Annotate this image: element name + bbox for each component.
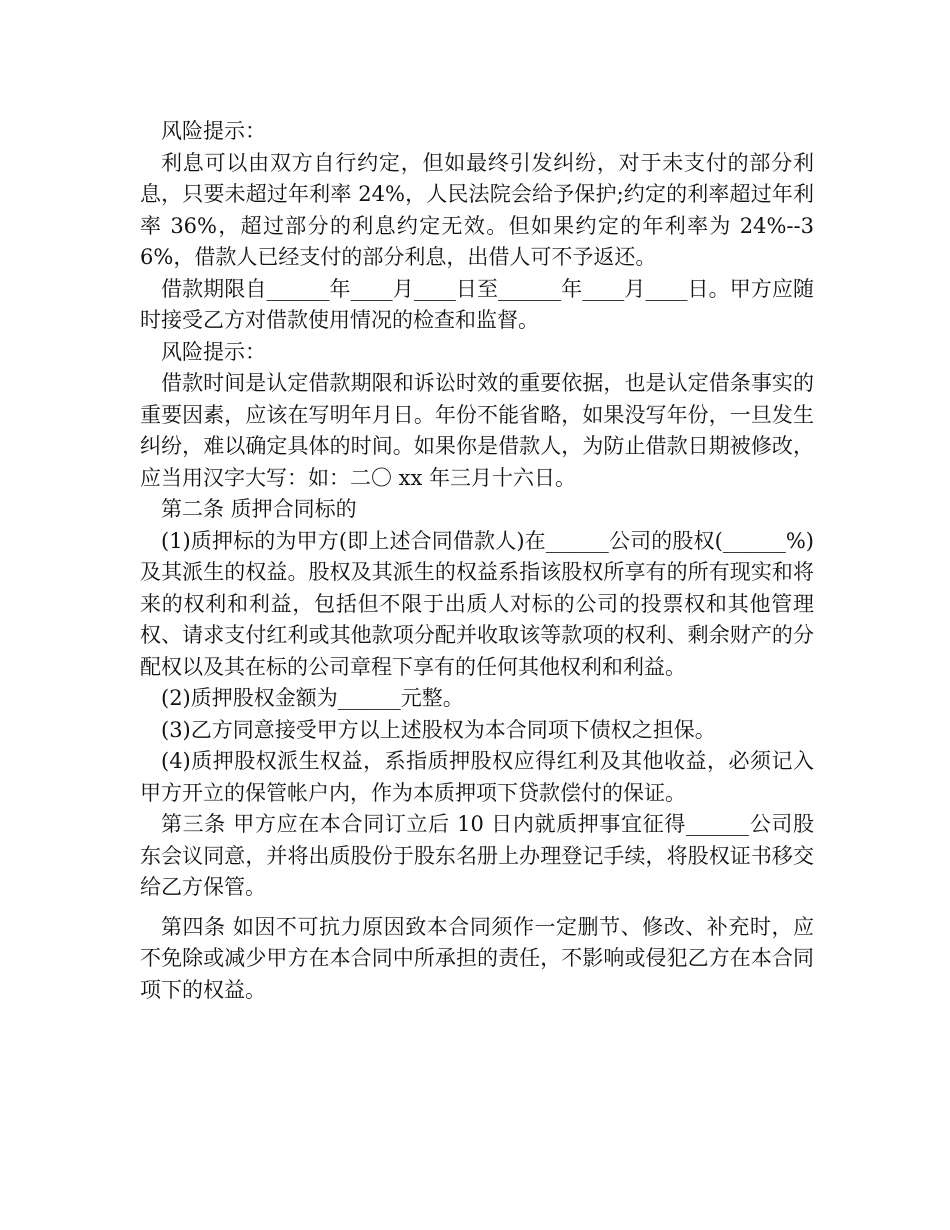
- article-three-clause: 第三条 甲方应在本合同订立后 10 日内就质押事宜征得______公司股东会议同意，并将出质股份于股东名册上办理登记手续，将股权证书移交给乙方保管。: [140, 812, 814, 899]
- pledge-acceptance-clause: (3)乙方同意接受甲方以上述股权为本合同项下债权之担保。: [161, 717, 716, 742]
- document-body: [140, 116, 814, 1006]
- interest-clause: 利息可以由双方自行约定，但如最终引发纠纷，对于未支付的部分利息，只要未超过年利率 24%，人民法院会给予保护;约定的利率超过年利率 36%，超过部分的利息约定无效。但如果约定的年利率为 24%--36%，借款人已经支付的部分利息，出借人可不予返还。: [140, 150, 814, 269]
- pledge-amount-clause: (2)质押股权金额为______元整。: [161, 686, 464, 710]
- loan-date-notice: 借款时间是认定借款期限和诉讼时效的重要依据，也是认定借条事实的重要因素，应该在写明年月日。年份不能省略，如果没写年份，一旦发生纠纷，难以确定具体的时间。如果你是借款人，为防止借款日期被修改，应当用汉字大写：如：二〇 xx 年三月十六日。: [140, 371, 814, 490]
- article-two-heading: 第二条 质押合同标的: [161, 497, 357, 521]
- article-four-clause: 第四条 如因不可抗力原因致本合同须作一定删节、修改、补充时，应不免除或减少甲方在本合同中所承担的责任，不影响或侵犯乙方在本合同项下的权益。: [140, 914, 814, 1002]
- risk-notice-heading: 风险提示：: [161, 339, 266, 364]
- risk-notice-heading: 风险提示：: [161, 119, 266, 143]
- derived-rights-clause: (4)质押股权派生权益，系指质押股权应得红利及其他收益，必须记入甲方开立的保管帐户内，作为本质押项下贷款偿付的保证。: [140, 749, 814, 805]
- loan-term-clause: 借款期限自______年____月____日至______年____月____日。甲方应随时接受乙方对借款使用情况的检查和监督。: [140, 276, 814, 332]
- pledge-subject-clause: (1)质押标的为甲方(即上述合同借款人)在______公司的股权(______%)及其派生的权益。股权及其派生的权益系指该股权所享有的所有现实和将来的权利和利益，包括但不限于出质人对标的公司的投票权和其他管理权、请求支付红利或其他款项分配并收取该等款项的权利、剩余财产的分配权以及其在标的公司章程下享有的任何其他权利和利益。: [140, 528, 814, 679]
